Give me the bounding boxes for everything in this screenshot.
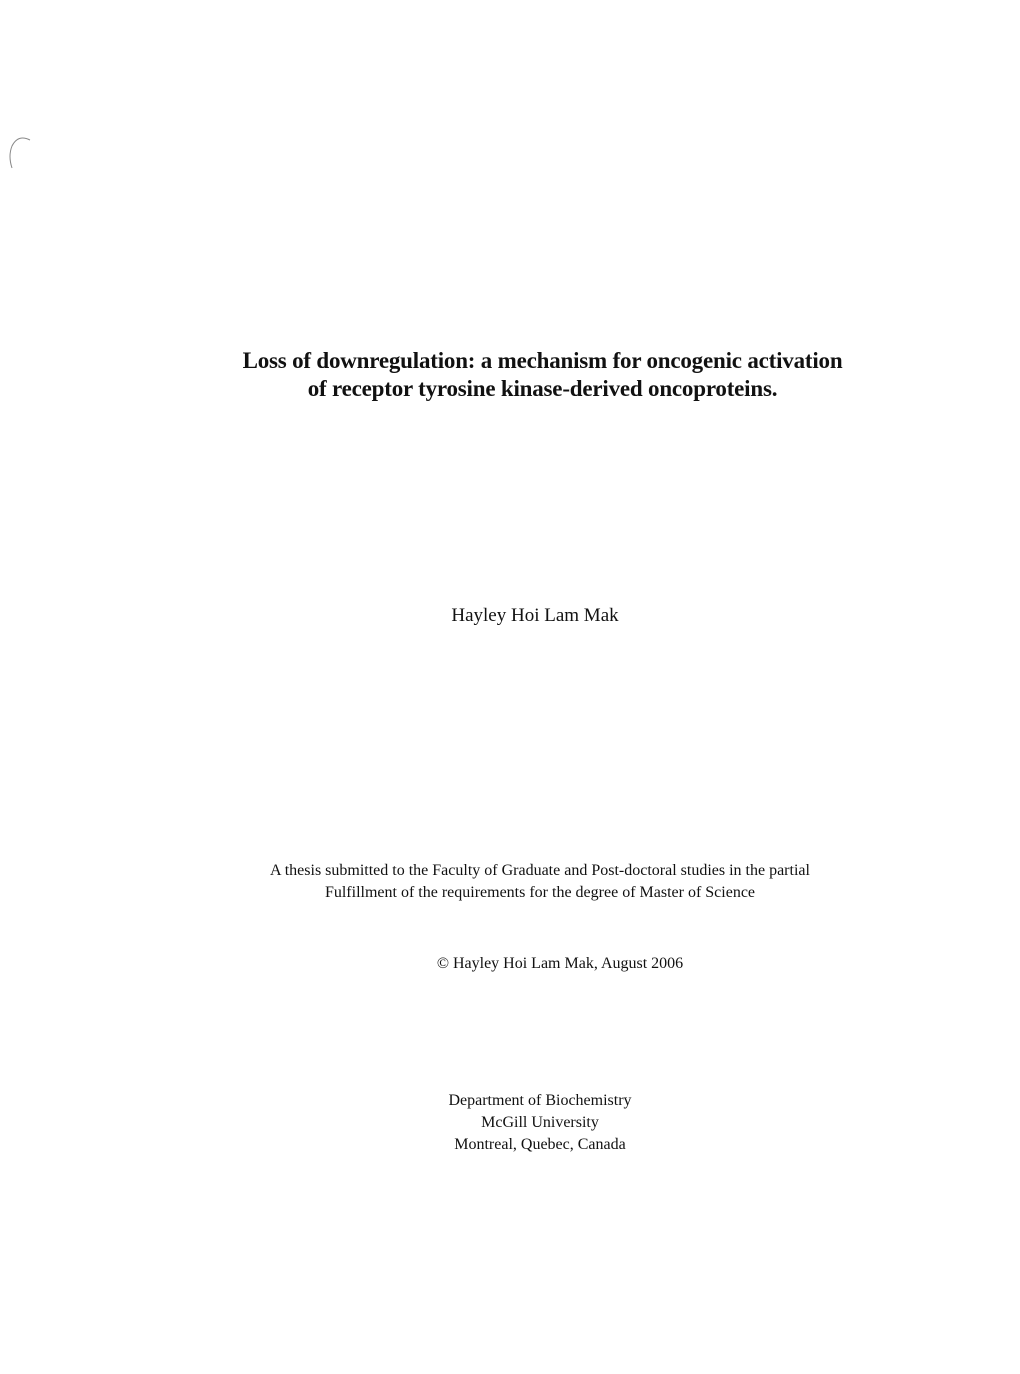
thesis-title	[185, 347, 900, 403]
submission-line-1: A thesis submitted to the Faculty of Graduate and Post-doctoral studies in the partial	[270, 862, 810, 879]
submission-statement	[190, 860, 890, 904]
department: Department of Biochemistry	[448, 1092, 632, 1109]
university: McGill University	[481, 1114, 599, 1131]
copyright-notice: © Hayley Hoi Lam Mak, August 2006	[436, 955, 684, 972]
location: Montreal, Quebec, Canada	[454, 1136, 626, 1153]
scan-artifact-mark	[0, 110, 40, 190]
affiliation	[230, 1090, 850, 1156]
title-line-2: of receptor tyrosine kinase-derived oncoproteins.	[307, 376, 778, 401]
title-line-1: Loss of downregulation: a mechanism for oncogenic activation	[242, 348, 843, 373]
author-name: Hayley Hoi Lam Mak	[451, 605, 619, 626]
submission-line-2: Fulfillment of the requirements for the degree of Master of Science	[324, 884, 756, 901]
